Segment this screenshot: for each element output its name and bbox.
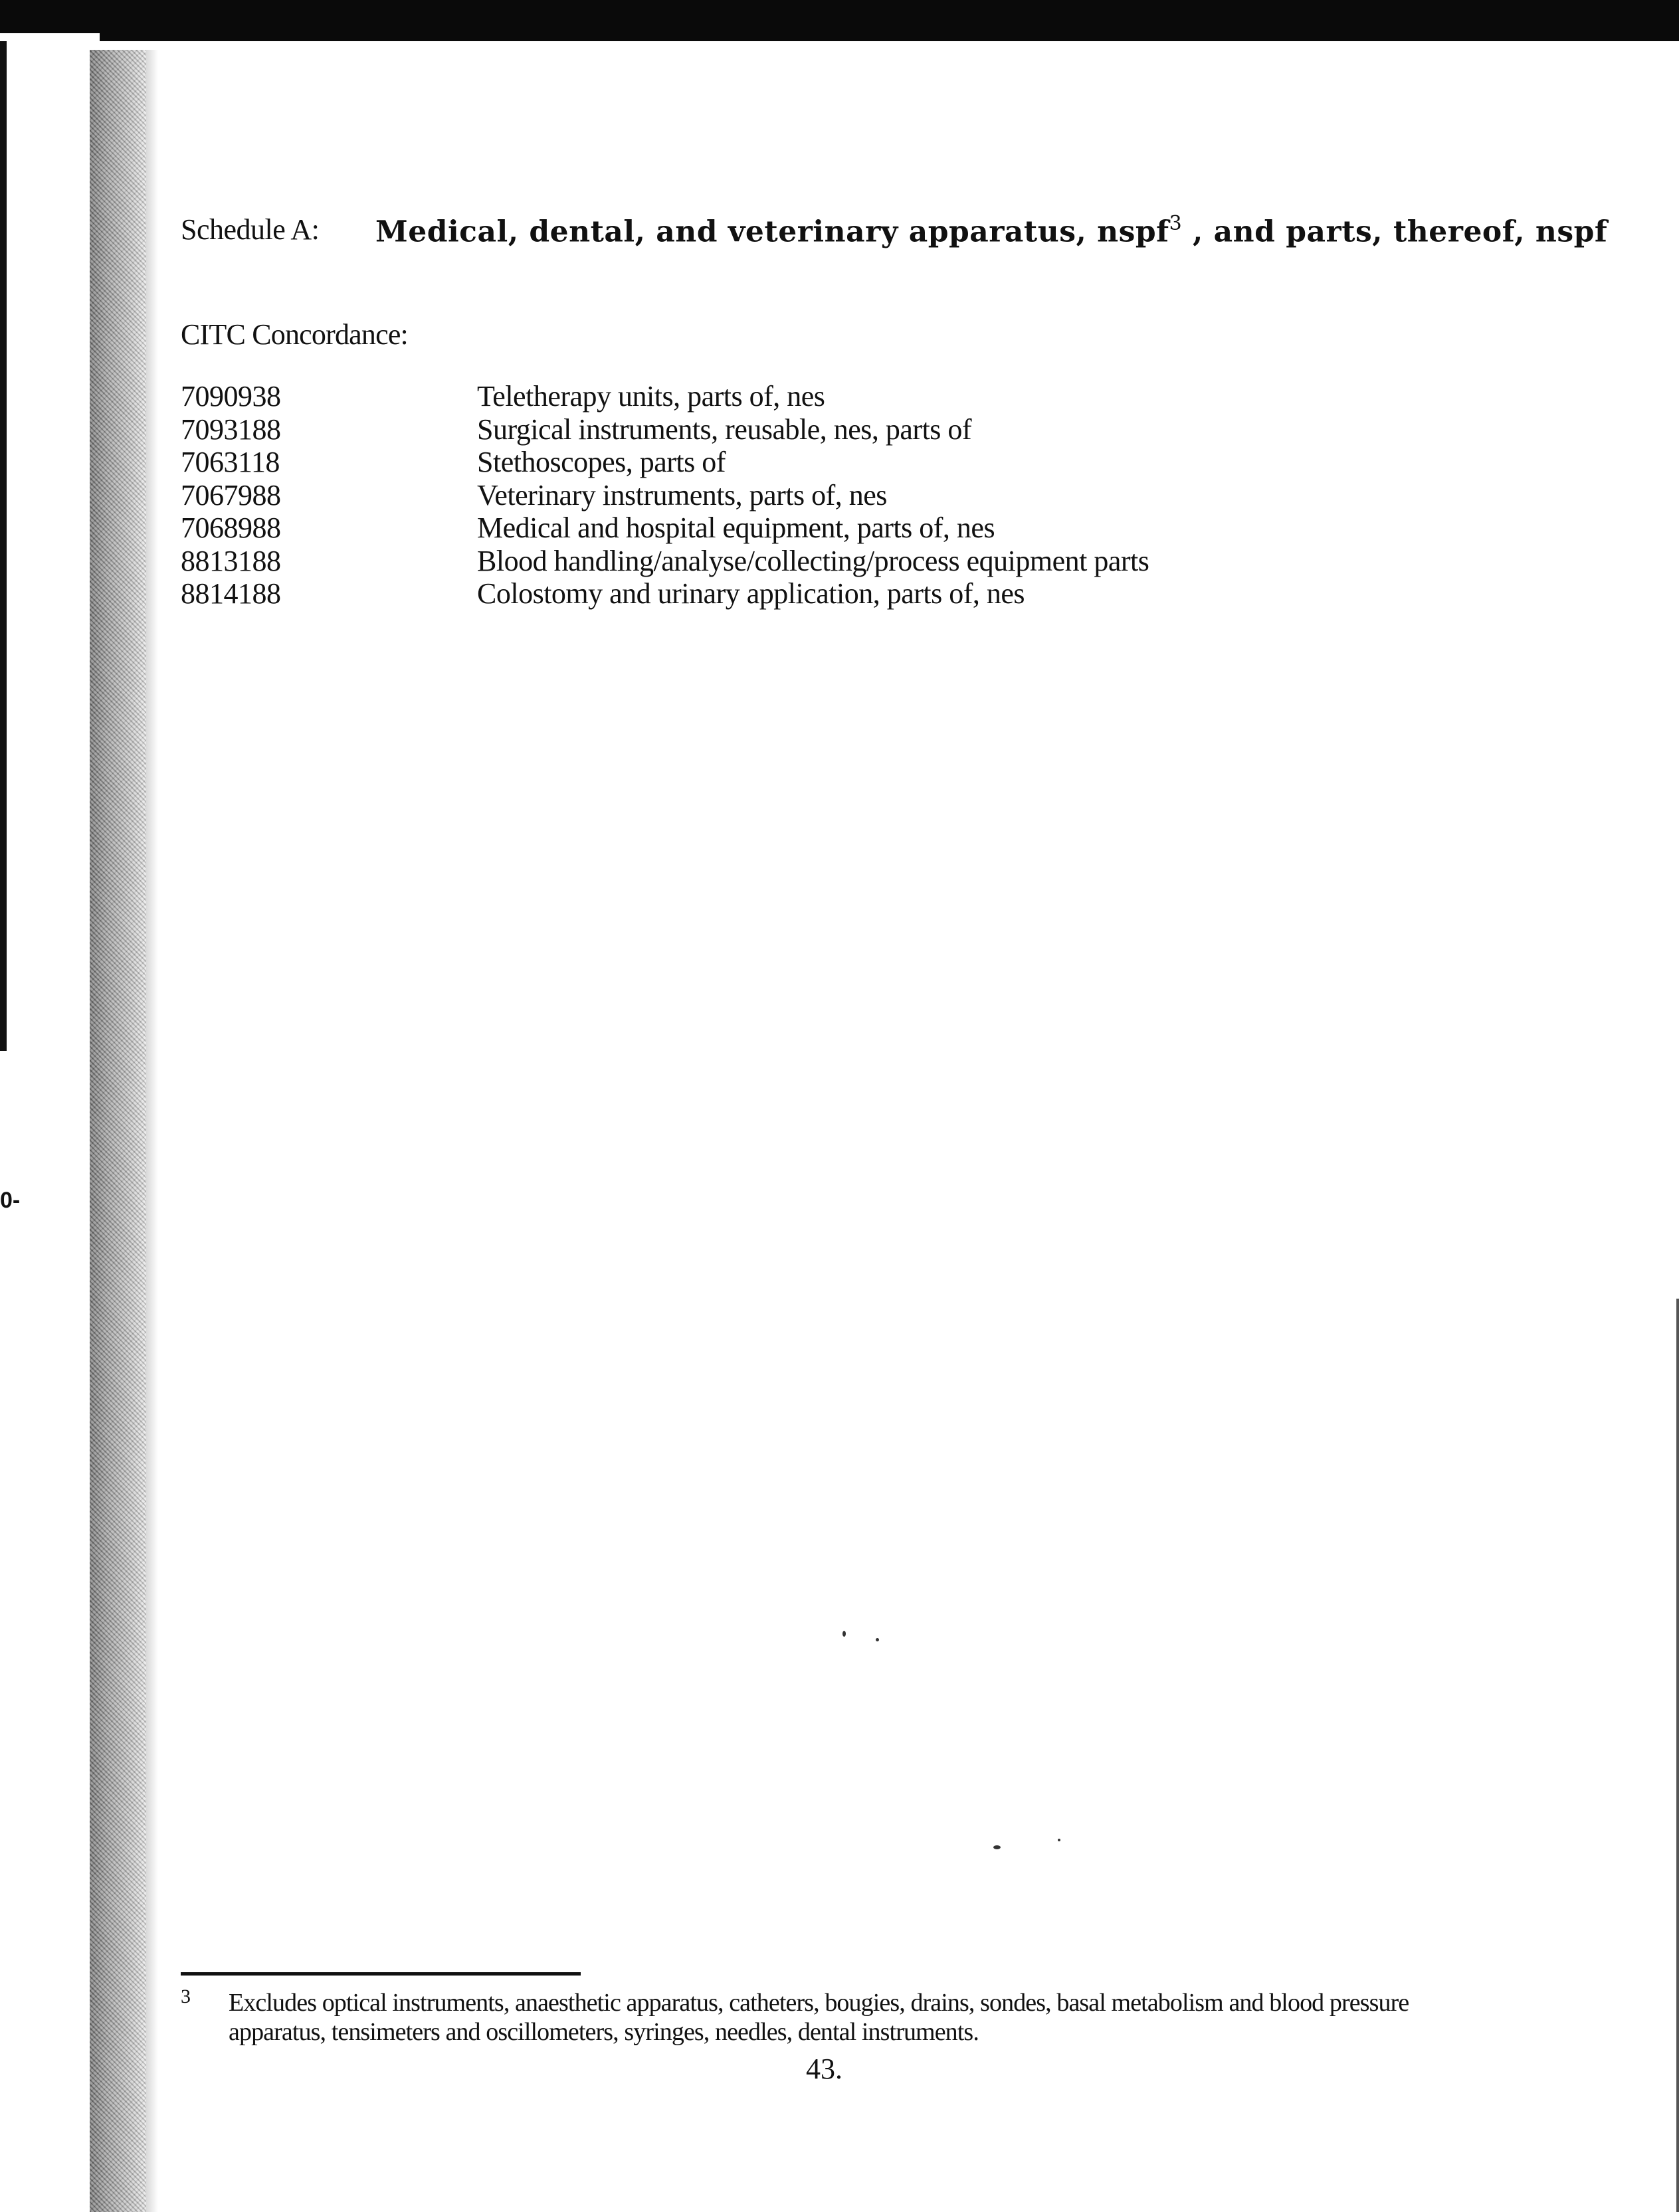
concordance-label: CITC Concordance: (181, 318, 408, 351)
schedule-label: Schedule A: (181, 213, 320, 246)
concordance-code: 7093188 (181, 413, 281, 446)
concordance-description: Blood handling/analyse/collecting/process equipment parts (477, 544, 1149, 577)
footnote-number: 3 (181, 1985, 191, 2007)
footnote-text: Excludes optical instruments, anaesthetic apparatus, catheters, bougies, drains, sondes, basal metabolism and blood pressure apparatus, tensimeters and oscillometers, syringes, needles, dental instruments. (229, 1989, 1409, 2046)
scan-speck (993, 1845, 1001, 1849)
concordance-description: Stethoscopes, parts of (477, 446, 726, 478)
concordance-row (181, 479, 1310, 512)
concordance-code: 7063118 (181, 446, 280, 478)
scan-speck (842, 1631, 846, 1637)
concordance-table (181, 380, 1310, 610)
scan-top-border (0, 0, 1679, 41)
scan-speck (1058, 1839, 1060, 1841)
concordance-description: Medical and hospital equipment, parts of, nes (477, 511, 995, 544)
footnote-reference: 3 (1169, 212, 1183, 235)
schedule-title-main: Medical, dental, and veterinary apparatus, nspf (375, 215, 1169, 249)
concordance-row (181, 413, 1310, 446)
binding-gutter-fade (146, 50, 158, 2212)
concordance-row (181, 545, 1310, 578)
page-number: 43. (806, 2053, 842, 2085)
margin-mark: 0- (0, 1188, 21, 1213)
binding-gutter-shadow (90, 50, 146, 2212)
concordance-row (181, 577, 1310, 610)
adjacent-page-edge (0, 33, 100, 2212)
concordance-description: Veterinary instruments, parts of, nes (477, 478, 887, 511)
concordance-code: 7067988 (181, 478, 281, 511)
concordance-code: 8813188 (181, 544, 281, 577)
concordance-row (181, 380, 1310, 413)
page-sheet (100, 41, 1679, 2212)
concordance-description: Surgical instruments, reusable, nes, parts of (477, 413, 972, 446)
concordance-row (181, 446, 1310, 479)
scan-left-border (0, 41, 7, 1051)
schedule-title-rest: , and parts, thereof, nspf (1182, 215, 1608, 249)
concordance-code: 7068988 (181, 511, 281, 544)
footnote-separator (181, 1972, 581, 1976)
concordance-code: 7090938 (181, 380, 281, 413)
scan-speck (876, 1638, 879, 1641)
concordance-description: Colostomy and urinary application, parts of, nes (477, 577, 1025, 610)
concordance-code: 8814188 (181, 577, 281, 610)
schedule-title (375, 209, 1668, 249)
concordance-row (181, 511, 1310, 545)
concordance-description: Teletherapy units, parts of, nes (477, 380, 825, 413)
scan-right-edge (1676, 1299, 1679, 2212)
